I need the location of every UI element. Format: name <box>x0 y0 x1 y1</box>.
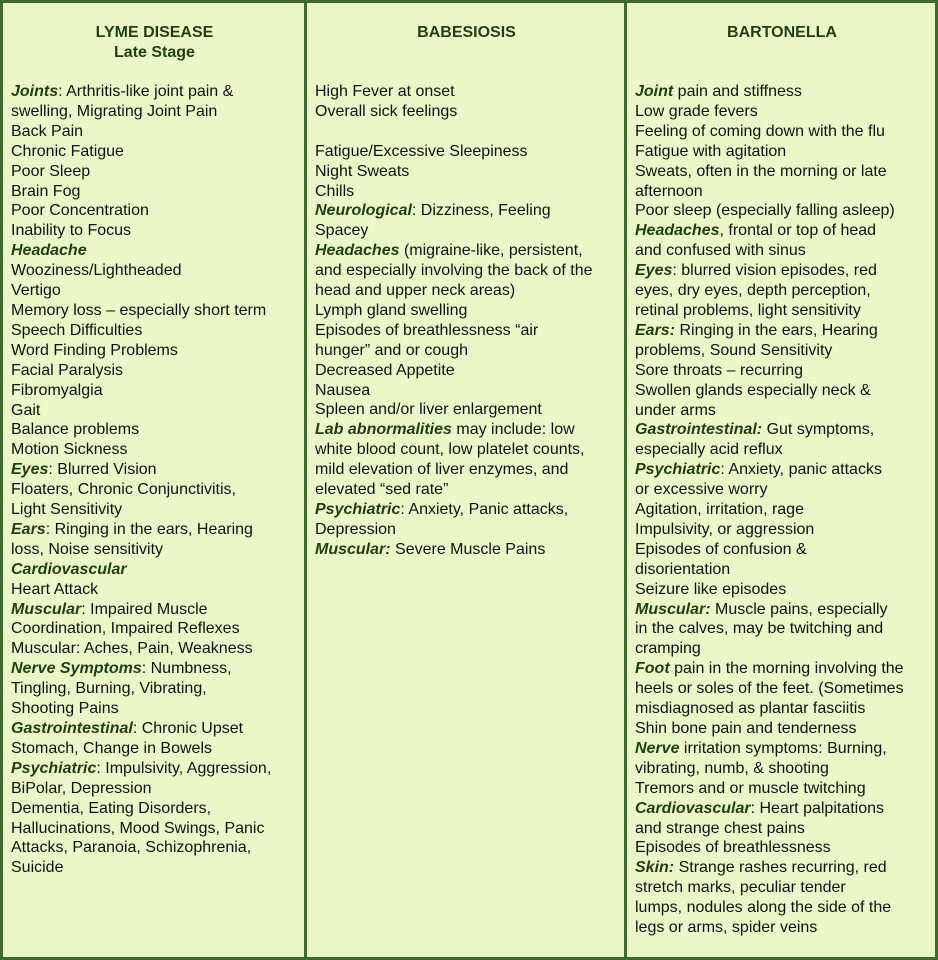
symptom-text: legs or arms, spider veins <box>635 919 818 937</box>
symptom-line <box>11 241 298 261</box>
symptom-text: Agitation, irritation, rage <box>635 501 804 519</box>
symptom-line <box>635 182 929 202</box>
symptom-text: Hallucinations, Mood Swings, Panic <box>11 819 265 837</box>
symptom-line <box>11 580 298 600</box>
symptom-text: Severe Muscle Pains <box>390 540 546 558</box>
symptom-line <box>635 679 929 699</box>
symptom-line <box>635 241 929 261</box>
symptom-line <box>635 739 929 759</box>
symptom-text: : Dizziness, Feeling <box>411 202 551 220</box>
symptom-list <box>635 82 929 938</box>
symptom-text: Sore throats – recurring <box>635 361 804 379</box>
symptom-line <box>635 401 929 421</box>
symptom-line <box>635 162 929 182</box>
symptom-text: misdiagnosed as plantar fasciitis <box>635 700 866 718</box>
symptom-line <box>11 799 298 819</box>
symptom-text: Fatigue/Excessive Sleepiness <box>315 142 528 160</box>
symptom-text: , frontal or top of head <box>719 222 877 240</box>
symptom-text: Night Sweats <box>315 162 410 180</box>
symptom-text: Sweats, often in the morning or late <box>635 162 887 180</box>
symptom-line <box>315 142 618 162</box>
category-label: Lab abnormalities <box>315 421 452 439</box>
symptom-line <box>11 480 298 500</box>
symptom-line <box>315 201 618 221</box>
category-label: Eyes <box>11 461 49 479</box>
symptom-line <box>11 460 298 480</box>
symptom-line <box>315 361 618 381</box>
symptom-text: or excessive worry <box>635 481 768 499</box>
symptom-line <box>11 361 298 381</box>
symptom-text: High Fever at onset <box>315 83 455 100</box>
symptom-line <box>315 440 618 460</box>
symptom-text: Decreased Appetite <box>315 361 455 379</box>
symptom-text: Swollen glands especially neck & <box>635 381 871 399</box>
symptom-line <box>11 341 298 361</box>
symptom-text: Nausea <box>315 381 371 399</box>
symptom-text: Tremors and or muscle twitching <box>635 779 866 797</box>
column-heading <box>11 23 298 63</box>
symptom-line <box>635 221 929 241</box>
symptom-line <box>11 122 298 142</box>
symptom-line <box>315 381 618 401</box>
symptom-line <box>635 878 929 898</box>
symptom-line <box>315 221 618 241</box>
symptom-text: Light Sensitivity <box>11 501 123 519</box>
symptom-line <box>635 619 929 639</box>
symptom-text: Floaters, Chronic Conjunctivitis, <box>11 481 236 499</box>
category-label: Neurological <box>315 202 412 220</box>
symptom-line <box>635 381 929 401</box>
symptom-text: Attacks, Paranoia, Schizophrenia, <box>11 839 252 857</box>
symptom-text: Lymph gland swelling <box>315 301 468 319</box>
symptom-text: Strange rashes recurring, red <box>674 859 887 877</box>
category-label: Gastrointestinal <box>11 720 133 737</box>
symptom-text: Overall sick feelings <box>315 102 458 120</box>
symptom-text: Dementia, Eating Disorders, <box>11 799 212 817</box>
symptom-text: hunger” and or cough <box>315 341 468 359</box>
symptom-line <box>635 639 929 659</box>
column-bartonella <box>627 3 935 957</box>
category-label: Joints <box>11 83 59 100</box>
symptom-line <box>11 560 298 580</box>
symptom-line <box>635 122 929 142</box>
symptom-line <box>635 520 929 540</box>
symptom-text: pain in the morning involving the <box>669 660 904 678</box>
symptom-text: : Impulsivity, Aggression, <box>96 759 272 777</box>
symptom-line <box>635 500 929 520</box>
symptom-line <box>635 699 929 719</box>
symptom-text: Low grade fevers <box>635 102 758 120</box>
symptom-line <box>11 779 298 799</box>
symptom-text: Memory loss – especially short term <box>11 301 267 319</box>
category-label: Muscular <box>11 600 82 618</box>
symptom-line <box>11 221 298 241</box>
category-label: Ears: <box>635 321 676 339</box>
symptom-text: Vertigo <box>11 282 61 300</box>
symptom-line <box>11 201 298 221</box>
symptom-line <box>11 162 298 182</box>
symptom-line <box>315 420 618 440</box>
symptom-line <box>635 560 929 580</box>
symptom-text: mild elevation of liver enzymes, and <box>315 461 569 479</box>
symptom-text: (migraine-like, persistent, <box>399 242 583 260</box>
symptom-text: loss, Noise sensitivity <box>11 540 164 558</box>
category-label: Muscular: <box>635 600 711 618</box>
symptom-line <box>11 261 298 281</box>
symptom-text: stretch marks, peculiar tender <box>635 879 846 897</box>
symptom-text: lumps, nodules along the side of the <box>635 899 892 917</box>
symptom-text: and confused with sinus <box>635 242 806 260</box>
symptom-line <box>635 480 929 500</box>
blank-line <box>315 122 618 142</box>
symptom-text: Suicide <box>11 859 64 877</box>
symptom-line <box>315 102 618 122</box>
symptom-line <box>635 142 929 162</box>
symptom-text: Fatigue with agitation <box>635 142 787 160</box>
symptom-text: Speech Difficulties <box>11 321 143 339</box>
symptom-text: Shooting Pains <box>11 700 119 718</box>
symptom-line <box>315 400 618 420</box>
symptom-line <box>11 82 298 102</box>
symptom-text: retinal problems, light sensitivity <box>635 301 861 319</box>
symptom-line <box>11 838 298 858</box>
heading-line-2 <box>315 43 618 63</box>
category-label: Headache <box>11 242 87 260</box>
symptom-text: Coordination, Impaired Reflexes <box>11 620 240 638</box>
symptom-text: : Impaired Muscle <box>81 600 208 618</box>
symptom-text: Poor sleep (especially falling asleep) <box>635 202 895 220</box>
column-lyme-disease <box>3 3 307 957</box>
symptom-line <box>11 142 298 162</box>
symptom-line <box>635 819 929 839</box>
symptom-line <box>315 321 618 341</box>
symptom-text: vibrating, numb, & shooting <box>635 759 829 777</box>
category-label: Muscular: <box>315 540 391 558</box>
category-label: Eyes <box>635 262 673 280</box>
symptom-line <box>315 281 618 301</box>
symptom-text: Muscular: Aches, Pain, Weakness <box>11 640 253 658</box>
symptom-line <box>11 619 298 639</box>
symptom-text: Chronic Fatigue <box>11 142 124 160</box>
symptom-line <box>635 321 929 341</box>
symptom-line <box>11 540 298 560</box>
symptom-text: Balance problems <box>11 421 140 439</box>
symptom-text: : Blurred Vision <box>48 461 157 479</box>
category-label: Nerve Symptoms <box>11 660 142 678</box>
symptom-line <box>635 420 929 440</box>
symptom-line <box>635 82 929 102</box>
symptom-text: Spacey <box>315 222 369 240</box>
symptom-text: pain and stiffness <box>673 83 802 100</box>
symptom-line <box>635 102 929 122</box>
symptom-line <box>635 918 929 938</box>
symptom-text: Ringing in the ears, Hearing <box>675 321 878 339</box>
heading-line-1: LYME DISEASE <box>95 24 214 41</box>
symptom-line <box>635 898 929 918</box>
heading-line-2: Late Stage <box>114 44 195 61</box>
symptom-line <box>635 779 929 799</box>
symptom-text: BiPolar, Depression <box>11 779 152 797</box>
symptom-text: may include: low <box>451 421 575 439</box>
symptom-text: Brain Fog <box>11 182 81 200</box>
symptom-line <box>11 321 298 341</box>
symptom-line <box>315 480 618 500</box>
symptom-text: Fibromyalgia <box>11 381 103 399</box>
symptom-line <box>11 600 298 620</box>
category-label: Headaches <box>315 242 400 260</box>
symptom-line <box>315 261 618 281</box>
symptom-line <box>315 82 618 102</box>
symptom-line <box>635 719 929 739</box>
category-label: Cardiovascular <box>635 799 751 817</box>
column-babesiosis <box>307 3 627 957</box>
symptom-text: Word Finding Problems <box>11 341 178 359</box>
symptom-line <box>11 819 298 839</box>
symptom-line <box>635 341 929 361</box>
category-label: Gastrointestinal: <box>635 421 763 439</box>
symptom-line <box>11 401 298 421</box>
symptom-line <box>11 420 298 440</box>
symptom-text: swelling, Migrating Joint Pain <box>11 102 218 120</box>
symptom-text: Back Pain <box>11 122 84 140</box>
symptom-text: Gut symptoms, <box>762 421 875 439</box>
symptom-line <box>635 261 929 281</box>
symptom-list <box>315 82 618 560</box>
symptom-line <box>635 281 929 301</box>
category-label: Nerve <box>635 739 680 757</box>
symptom-text: : Anxiety, panic attacks <box>720 461 882 479</box>
symptom-line <box>11 102 298 122</box>
symptom-line <box>11 301 298 321</box>
symptom-line <box>11 182 298 202</box>
symptom-text: Impulsivity, or aggression <box>635 520 815 538</box>
symptom-text: heels or soles of the feet. (Sometimes <box>635 680 904 698</box>
symptom-line <box>635 201 929 221</box>
symptom-text: Shin bone pain and tenderness <box>635 720 857 737</box>
symptom-text: Episodes of confusion & <box>635 540 807 558</box>
category-label: Psychiatric <box>11 759 97 777</box>
symptom-line <box>635 580 929 600</box>
symptom-text: Depression <box>315 520 396 538</box>
symptom-text: Heart Attack <box>11 580 99 598</box>
symptom-text: Gait <box>11 401 41 419</box>
symptom-line <box>635 361 929 381</box>
symptom-line <box>315 540 618 560</box>
symptom-line <box>11 281 298 301</box>
category-label: Joint <box>635 83 674 100</box>
symptom-text: eyes, dry eyes, depth perception, <box>635 282 871 300</box>
symptom-text: head and upper neck areas) <box>315 282 516 300</box>
category-label: Ears <box>11 520 46 538</box>
symptom-line <box>11 759 298 779</box>
category-label: Psychiatric <box>635 461 721 479</box>
symptom-text: Chills <box>315 182 355 200</box>
symptom-line <box>635 540 929 560</box>
symptom-line <box>315 520 618 540</box>
symptom-text: disorientation <box>635 560 731 578</box>
symptom-text: Inability to Focus <box>11 222 132 240</box>
column-heading <box>315 23 618 63</box>
symptom-text: cramping <box>635 640 701 658</box>
symptom-line <box>315 182 618 202</box>
symptom-line <box>11 639 298 659</box>
symptom-text: Muscle pains, especially <box>710 600 888 618</box>
symptom-line <box>635 301 929 321</box>
symptom-text: Tingling, Burning, Vibrating, <box>11 680 207 698</box>
column-heading <box>635 23 929 63</box>
symptom-text: : Arthritis-like joint pain & <box>58 83 234 100</box>
symptom-line <box>11 659 298 679</box>
symptom-text: problems, Sound Sensitivity <box>635 341 833 359</box>
symptom-text: elevated “sed rate” <box>315 481 449 499</box>
symptom-line <box>635 799 929 819</box>
symptom-text: Motion Sickness <box>11 441 128 459</box>
heading-line-1: BABESIOSIS <box>417 24 516 41</box>
category-label: Cardiovascular <box>11 560 127 578</box>
symptom-text: : Chronic Upset <box>132 720 244 737</box>
symptom-text: white blood count, low platelet counts, <box>315 441 585 459</box>
symptom-line <box>635 759 929 779</box>
symptom-line <box>11 520 298 540</box>
symptom-text: : blurred vision episodes, red <box>672 262 877 280</box>
symptom-text: irritation symptoms: Burning, <box>679 739 887 757</box>
symptom-line <box>11 719 298 739</box>
symptom-line <box>11 500 298 520</box>
symptom-text: : Anxiety, Panic attacks, <box>400 501 569 519</box>
symptom-text: : Ringing in the ears, Hearing <box>45 520 253 538</box>
category-label: Foot <box>635 660 670 678</box>
symptom-line <box>635 858 929 878</box>
symptom-text: especially acid reflux <box>635 441 783 459</box>
symptom-text: : Heart palpitations <box>750 799 885 817</box>
symptom-list <box>11 82 298 878</box>
symptom-text: Episodes of breathlessness <box>635 839 831 857</box>
heading-line-2 <box>635 43 929 63</box>
symptom-text: Seizure like episodes <box>635 580 787 598</box>
symptom-line <box>635 440 929 460</box>
symptom-line <box>315 500 618 520</box>
symptom-text: Stomach, Change in Bowels <box>11 739 212 757</box>
symptom-line <box>315 460 618 480</box>
symptom-line <box>11 381 298 401</box>
symptom-line <box>315 241 618 261</box>
symptom-text: in the calves, may be twitching and <box>635 620 884 638</box>
symptom-line <box>11 858 298 878</box>
symptom-text: Poor Sleep <box>11 162 91 180</box>
symptom-text: Facial Paralysis <box>11 361 124 379</box>
category-label: Headaches <box>635 222 720 240</box>
symptom-text: Wooziness/Lightheaded <box>11 262 182 280</box>
symptom-text: Poor Concentration <box>11 202 149 220</box>
symptom-text: Spleen and/or liver enlargement <box>315 401 542 419</box>
category-label: Psychiatric <box>315 501 401 519</box>
symptom-line <box>11 440 298 460</box>
symptom-line <box>635 659 929 679</box>
symptom-line <box>315 301 618 321</box>
symptom-line <box>635 838 929 858</box>
symptom-text: : Numbness, <box>141 660 232 678</box>
heading-line-1: BARTONELLA <box>727 24 837 41</box>
symptom-text: Feeling of coming down with the flu <box>635 122 885 140</box>
symptom-text: afternoon <box>635 182 703 200</box>
symptom-text: Episodes of breathlessness “air <box>315 321 539 339</box>
symptom-line <box>11 679 298 699</box>
category-label: Skin: <box>635 859 675 877</box>
symptom-line <box>11 739 298 759</box>
symptom-line <box>11 699 298 719</box>
symptom-text: and strange chest pains <box>635 819 805 837</box>
symptom-line <box>315 162 618 182</box>
symptom-line <box>635 460 929 480</box>
symptom-text: under arms <box>635 401 716 419</box>
symptom-text: and especially involving the back of the <box>315 262 593 280</box>
symptom-line <box>315 341 618 361</box>
symptom-line <box>635 600 929 620</box>
